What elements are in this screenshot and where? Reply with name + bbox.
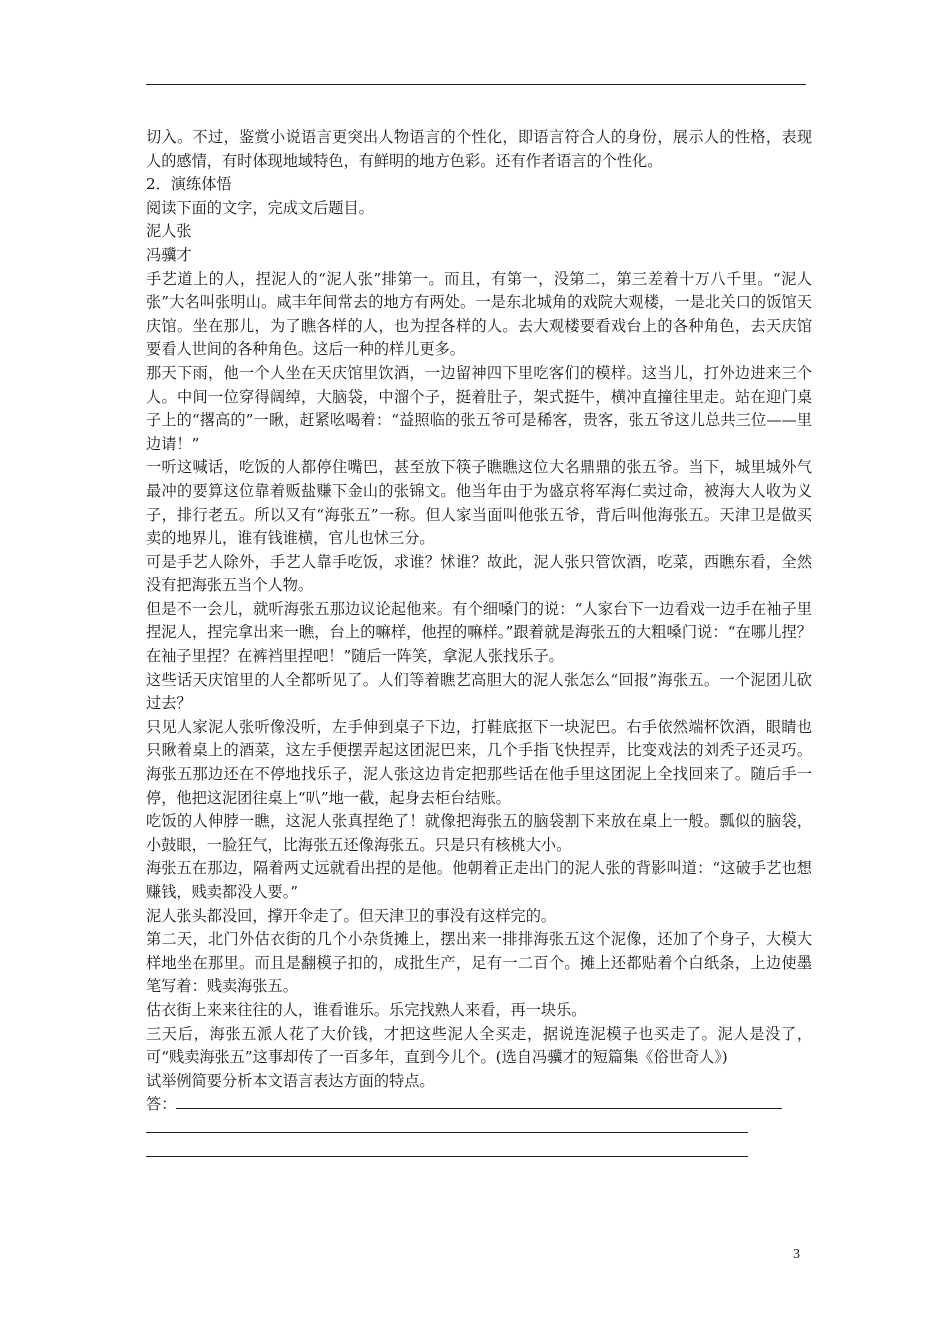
- story-paragraph: 这些话天庆馆里的人全都听见了。人们等着瞧艺高胆大的泥人张怎么“回报”海张五。一个泥团儿砍过去？: [146, 670, 812, 713]
- story-paragraph: 三天后，海张五派人花了大价钱，才把这些泥人全买走，据说连泥模子也买走了。泥人是没了，可“贱卖海张五”这事却传了一百多年，直到今儿个。(选自冯骥才的短篇集《俗世奇人》): [146, 1024, 812, 1067]
- answer-label: 答：: [146, 1095, 177, 1114]
- answer-underline: [176, 1108, 782, 1109]
- story-author: 冯骥才: [146, 245, 192, 264]
- story-paragraph: 海张五在那边，隔着两丈远就看出捏的是他。他朝着正走出门的泥人张的背影叫道：“这破手艺也想赚钱，贱卖都没人要。”: [146, 859, 812, 901]
- header-rule: [146, 84, 806, 85]
- story-title: 泥人张: [146, 222, 192, 241]
- answer-line[interactable]: [146, 1117, 812, 1141]
- question-prompt: 试举例简要分析本文语言表达方面的特点。: [146, 1071, 435, 1090]
- story-paragraph: 吃饭的人伸脖一瞧，这泥人张真捏绝了！就像把海张五的脑袋割下来放在桌上一般。瓢似的脑袋，小鼓眼，一脸狂气，比海张五还像海张五。只是只有核桃大小。: [146, 812, 812, 854]
- story-paragraph: 手艺道上的人，捏泥人的“泥人张”排第一。而且，有第一，没第二，第三差着十万八千里。“泥人张”大名叫张明山。咸丰年间常去的地方有两处。一是东北城角的戏院大观楼，一是北关口的饭馆天庆馆。坐在那儿，为了瞧各样的人，也为捏各样的人。去大观楼要看戏台上的各种角色，去天庆馆要看人世间的各种角色。这后一种的样儿更多。: [146, 269, 812, 359]
- story-paragraph: 只见人家泥人张听像没听，左手伸到桌子下边，打鞋底抠下一块泥巴。右手依然端杯饮酒，眼睛也只瞅着桌上的酒菜，这左手便摆弄起这团泥巴来，几个手指飞快捏弄，比变戏法的刘秃子还灵巧。海张五那边还在不停地找乐子，泥人张这边肯定把那些话在他手里这团泥上全找回来了。随后手一停，他把这泥团往桌上“叭”地一截，起身去柜台结账。: [146, 717, 812, 807]
- page-number: 3: [793, 1247, 800, 1262]
- paragraph-intro: 切入。不过，鉴赏小说语言更突出人物语言的个性化，即语言符合人的身份，展示人的性格，表现人的感情，有时体现地域特色，有鲜明的地方色彩。还有作者语言的个性化。: [146, 128, 812, 170]
- document-body: [146, 126, 812, 1164]
- answer-line[interactable]: [146, 1141, 812, 1165]
- story-paragraph: 但是不一会儿，就听海张五那边议论起他来。有个细嗓门的说：“人家台下一边看戏一边手在袖子里捏泥人，捏完拿出来一瞧，台上的嘛样，他捏的嘛样。”跟着就是海张五的大粗嗓门说：“在哪儿捏？在袖子里捏？在裤裆里捏吧！”随后一阵笑，拿泥人张找乐子。: [146, 599, 812, 666]
- section-heading: 2．演练体悟: [146, 175, 232, 194]
- answer-line[interactable]: [146, 1093, 812, 1117]
- story-paragraph: 可是手艺人除外，手艺人靠手吃饭，求谁？怵谁？故此，泥人张只管饮酒，吃菜，西瞧东看，全然没有把海张五当个人物。: [146, 552, 812, 595]
- story-paragraph: 那天下雨，他一个人坐在天庆馆里饮酒，一边留神四下里吃客们的模样。这当儿，打外边进来三个人。中间一位穿得阔绰，大脑袋，中溜个子，挺着肚子，架式挺牛，横冲直撞往里走。站在迎门桌子上的“撂高的”一瞅，赶紧吆喝着：“益照临的张五爷可是稀客，贵客，张五爷这儿总共三位——里边请！”: [146, 363, 812, 453]
- story-paragraph: 一听这喊话，吃饭的人都停住嘴巴，甚至放下筷子瞧瞧这位大名鼎鼎的张五爷。当下，城里城外气最冲的要算这位靠着贩盐赚下金山的张锦文。他当年由于为盛京将军海仁卖过命，被海大人收为义子，排行老五。所以又有“海张五”一称。但人家当面叫他张五爷，背后叫他海张五。天津卫是做买卖的地界儿，谁有钱谁横，官儿也怵三分。: [146, 458, 812, 548]
- story-paragraph: 估衣街上来来往往的人，谁看谁乐。乐完找熟人来看，再一块乐。: [146, 1000, 587, 1019]
- story-paragraph: 第二天，北门外估衣街的几个小杂货摊上，摆出来一排排海张五这个泥像，还加了个身子，大模大样地坐在那里。而且是翻模子扣的，成批生产，足有一二百个。摊上还都贴着个白纸条，上边使墨笔写着：贱卖海张五。: [146, 930, 812, 996]
- answer-underline: [146, 1132, 748, 1133]
- instruction: 阅读下面的文字，完成文后题目。: [146, 198, 374, 217]
- story-paragraph: 泥人张头都没回，撑开伞走了。但天津卫的事没有这样完的。: [146, 906, 557, 925]
- answer-underline: [146, 1156, 748, 1157]
